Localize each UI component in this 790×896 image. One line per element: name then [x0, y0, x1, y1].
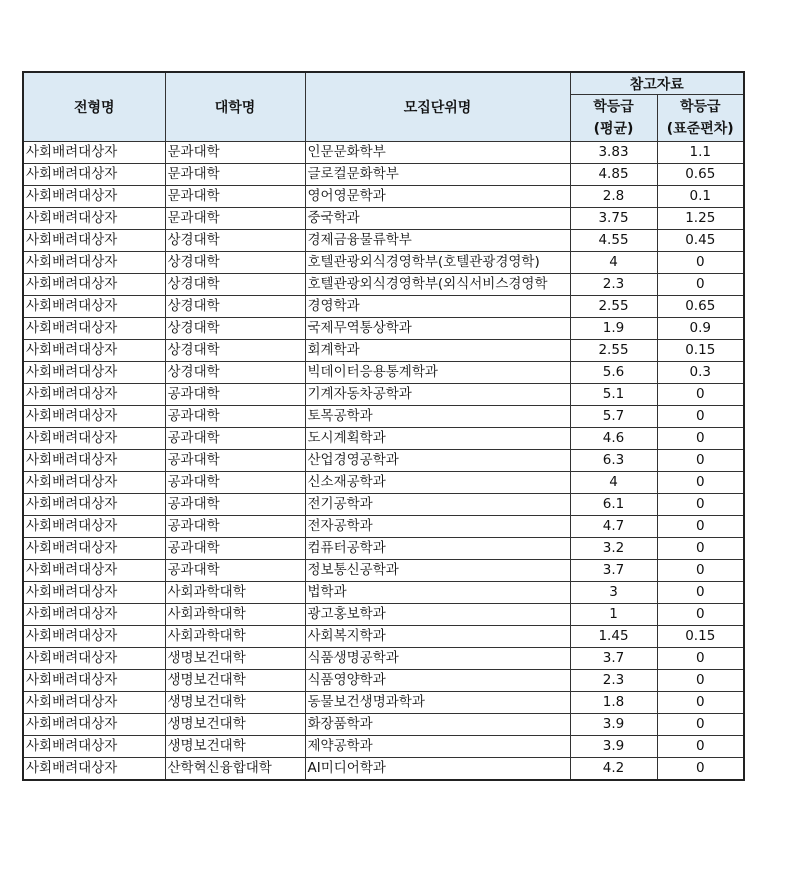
table-row	[23, 736, 744, 758]
cell-college: 문과대학	[165, 208, 305, 230]
table-row	[23, 604, 744, 626]
cell-college: 생명보건대학	[165, 692, 305, 714]
cell-grade-average: 2.3	[570, 274, 657, 296]
table-row	[23, 516, 744, 538]
cell-admission-type: 사회배려대상자	[23, 340, 165, 362]
table-row	[23, 340, 744, 362]
cell-grade-average: 4.6	[570, 428, 657, 450]
cell-grade-stddev: 0	[657, 560, 744, 582]
cell-recruitment-unit: 동물보건생명과학과	[305, 692, 570, 714]
cell-grade-average: 1.9	[570, 318, 657, 340]
cell-admission-type: 사회배려대상자	[23, 406, 165, 428]
table-row	[23, 406, 744, 428]
cell-college: 상경대학	[165, 362, 305, 384]
cell-recruitment-unit: 광고홍보학과	[305, 604, 570, 626]
cell-grade-average: 3.75	[570, 208, 657, 230]
cell-grade-stddev: 0	[657, 714, 744, 736]
cell-recruitment-unit: 사회복지학과	[305, 626, 570, 648]
header-recruitment-unit: 모집단위명	[305, 72, 570, 142]
cell-grade-stddev: 0	[657, 428, 744, 450]
cell-recruitment-unit: 경영학과	[305, 296, 570, 318]
cell-grade-stddev: 0	[657, 516, 744, 538]
cell-grade-average: 4.85	[570, 164, 657, 186]
cell-admission-type: 사회배려대상자	[23, 296, 165, 318]
cell-grade-stddev: 0	[657, 472, 744, 494]
table-row	[23, 296, 744, 318]
table-row	[23, 692, 744, 714]
table-row	[23, 450, 744, 472]
cell-admission-type: 사회배려대상자	[23, 626, 165, 648]
cell-grade-average: 1	[570, 604, 657, 626]
table-row	[23, 164, 744, 186]
cell-recruitment-unit: 전자공학과	[305, 516, 570, 538]
table-row	[23, 560, 744, 582]
cell-recruitment-unit: 전기공학과	[305, 494, 570, 516]
cell-recruitment-unit: 기계자동차공학과	[305, 384, 570, 406]
table-row	[23, 186, 744, 208]
cell-college: 생명보건대학	[165, 714, 305, 736]
cell-grade-average: 3.83	[570, 142, 657, 164]
cell-admission-type: 사회배려대상자	[23, 450, 165, 472]
cell-college: 공과대학	[165, 428, 305, 450]
cell-recruitment-unit: 법학과	[305, 582, 570, 604]
cell-admission-type: 사회배려대상자	[23, 670, 165, 692]
cell-college: 상경대학	[165, 340, 305, 362]
cell-grade-stddev: 0	[657, 692, 744, 714]
cell-grade-average: 3.9	[570, 714, 657, 736]
cell-grade-average: 5.1	[570, 384, 657, 406]
header-college: 대학명	[165, 72, 305, 142]
cell-college: 산학혁신융합대학	[165, 758, 305, 781]
cell-admission-type: 사회배려대상자	[23, 142, 165, 164]
cell-grade-stddev: 0	[657, 494, 744, 516]
header-admission-type: 전형명	[23, 72, 165, 142]
cell-grade-stddev: 0.65	[657, 164, 744, 186]
cell-grade-average: 1.45	[570, 626, 657, 648]
cell-grade-average: 3.7	[570, 560, 657, 582]
header-grade-average-line1: 학등급	[593, 99, 634, 115]
table-row	[23, 648, 744, 670]
table-row	[23, 362, 744, 384]
cell-grade-stddev: 0	[657, 648, 744, 670]
cell-grade-stddev: 0.9	[657, 318, 744, 340]
cell-grade-stddev: 0	[657, 384, 744, 406]
table-row	[23, 714, 744, 736]
table-row	[23, 626, 744, 648]
cell-recruitment-unit: 식품생명공학과	[305, 648, 570, 670]
cell-college: 생명보건대학	[165, 670, 305, 692]
cell-admission-type: 사회배려대상자	[23, 472, 165, 494]
cell-grade-stddev: 0.1	[657, 186, 744, 208]
table-row	[23, 472, 744, 494]
table-row	[23, 758, 744, 781]
cell-grade-stddev: 0.3	[657, 362, 744, 384]
cell-grade-average: 2.55	[570, 296, 657, 318]
cell-admission-type: 사회배려대상자	[23, 252, 165, 274]
header-reference: 참고자료	[570, 72, 744, 95]
table-row	[23, 230, 744, 252]
cell-admission-type: 사회배려대상자	[23, 516, 165, 538]
cell-admission-type: 사회배려대상자	[23, 208, 165, 230]
cell-grade-stddev: 0	[657, 604, 744, 626]
table-row	[23, 208, 744, 230]
cell-recruitment-unit: 글로컬문화학부	[305, 164, 570, 186]
cell-admission-type: 사회배려대상자	[23, 582, 165, 604]
cell-grade-average: 4	[570, 472, 657, 494]
cell-recruitment-unit: 화장품학과	[305, 714, 570, 736]
cell-grade-stddev: 0	[657, 450, 744, 472]
cell-admission-type: 사회배려대상자	[23, 164, 165, 186]
cell-admission-type: 사회배려대상자	[23, 714, 165, 736]
cell-college: 상경대학	[165, 252, 305, 274]
cell-admission-type: 사회배려대상자	[23, 274, 165, 296]
cell-grade-stddev: 1.25	[657, 208, 744, 230]
table-row	[23, 582, 744, 604]
header-grade-stddev-line1: 학등급	[679, 99, 721, 115]
cell-recruitment-unit: AI미디어학과	[305, 758, 570, 781]
cell-grade-average: 2.3	[570, 670, 657, 692]
cell-recruitment-unit: 토목공학과	[305, 406, 570, 428]
cell-college: 생명보건대학	[165, 648, 305, 670]
table-row	[23, 428, 744, 450]
cell-admission-type: 사회배려대상자	[23, 648, 165, 670]
cell-college: 사회과학대학	[165, 626, 305, 648]
cell-grade-average: 2.55	[570, 340, 657, 362]
cell-college: 문과대학	[165, 164, 305, 186]
table-row	[23, 538, 744, 560]
cell-grade-stddev: 0.15	[657, 340, 744, 362]
table-row	[23, 252, 744, 274]
cell-grade-stddev: 0.15	[657, 626, 744, 648]
table-row	[23, 318, 744, 340]
cell-admission-type: 사회배려대상자	[23, 560, 165, 582]
cell-college: 문과대학	[165, 142, 305, 164]
cell-admission-type: 사회배려대상자	[23, 230, 165, 252]
cell-admission-type: 사회배려대상자	[23, 736, 165, 758]
cell-grade-stddev: 0	[657, 406, 744, 428]
table-row	[23, 274, 744, 296]
cell-grade-stddev: 0	[657, 538, 744, 560]
cell-college: 공과대학	[165, 384, 305, 406]
table-body	[23, 142, 744, 781]
cell-grade-stddev: 0	[657, 252, 744, 274]
cell-recruitment-unit: 호텔관광외식경영학부(외식서비스경영학	[305, 274, 570, 296]
admissions-table	[22, 71, 745, 781]
cell-admission-type: 사회배려대상자	[23, 362, 165, 384]
cell-recruitment-unit: 식품영양학과	[305, 670, 570, 692]
cell-recruitment-unit: 회계학과	[305, 340, 570, 362]
cell-college: 사회과학대학	[165, 582, 305, 604]
header-grade-stddev-line2: (표준편차)	[666, 121, 734, 137]
header-grade-average-line2: (평균)	[593, 121, 634, 137]
cell-recruitment-unit: 영어영문학과	[305, 186, 570, 208]
cell-grade-average: 1.8	[570, 692, 657, 714]
table-row	[23, 494, 744, 516]
table-row	[23, 384, 744, 406]
cell-admission-type: 사회배려대상자	[23, 758, 165, 781]
cell-grade-average: 5.6	[570, 362, 657, 384]
cell-admission-type: 사회배려대상자	[23, 692, 165, 714]
cell-college: 공과대학	[165, 450, 305, 472]
cell-admission-type: 사회배려대상자	[23, 538, 165, 560]
cell-college: 공과대학	[165, 472, 305, 494]
cell-recruitment-unit: 신소재공학과	[305, 472, 570, 494]
cell-admission-type: 사회배려대상자	[23, 318, 165, 340]
cell-recruitment-unit: 산업경영공학과	[305, 450, 570, 472]
cell-admission-type: 사회배려대상자	[23, 428, 165, 450]
cell-recruitment-unit: 제약공학과	[305, 736, 570, 758]
cell-college: 상경대학	[165, 230, 305, 252]
cell-admission-type: 사회배려대상자	[23, 186, 165, 208]
cell-grade-stddev: 0.65	[657, 296, 744, 318]
table-header	[23, 72, 744, 142]
cell-recruitment-unit: 중국학과	[305, 208, 570, 230]
cell-grade-average: 3	[570, 582, 657, 604]
cell-college: 상경대학	[165, 318, 305, 340]
cell-college: 상경대학	[165, 274, 305, 296]
cell-grade-stddev: 0	[657, 274, 744, 296]
table-row	[23, 142, 744, 164]
cell-recruitment-unit: 정보통신공학과	[305, 560, 570, 582]
cell-admission-type: 사회배려대상자	[23, 604, 165, 626]
cell-recruitment-unit: 호텔관광외식경영학부(호텔관광경영학)	[305, 252, 570, 274]
cell-admission-type: 사회배려대상자	[23, 384, 165, 406]
cell-admission-type: 사회배려대상자	[23, 494, 165, 516]
cell-grade-stddev: 0	[657, 736, 744, 758]
cell-grade-stddev: 0	[657, 670, 744, 692]
cell-college: 공과대학	[165, 538, 305, 560]
cell-grade-stddev: 0.45	[657, 230, 744, 252]
cell-recruitment-unit: 인문문화학부	[305, 142, 570, 164]
cell-college: 공과대학	[165, 494, 305, 516]
cell-grade-average: 4.55	[570, 230, 657, 252]
cell-college: 생명보건대학	[165, 736, 305, 758]
cell-recruitment-unit: 컴퓨터공학과	[305, 538, 570, 560]
cell-grade-average: 3.9	[570, 736, 657, 758]
cell-college: 사회과학대학	[165, 604, 305, 626]
cell-grade-average: 4	[570, 252, 657, 274]
cell-grade-stddev: 1.1	[657, 142, 744, 164]
cell-grade-average: 4.7	[570, 516, 657, 538]
cell-grade-average: 2.8	[570, 186, 657, 208]
cell-grade-average: 6.3	[570, 450, 657, 472]
cell-recruitment-unit: 경제금융물류학부	[305, 230, 570, 252]
cell-grade-stddev: 0	[657, 758, 744, 781]
cell-recruitment-unit: 도시계획학과	[305, 428, 570, 450]
cell-grade-average: 4.2	[570, 758, 657, 781]
cell-college: 공과대학	[165, 406, 305, 428]
cell-grade-average: 3.2	[570, 538, 657, 560]
cell-college: 공과대학	[165, 516, 305, 538]
cell-college: 상경대학	[165, 296, 305, 318]
cell-grade-average: 3.7	[570, 648, 657, 670]
cell-recruitment-unit: 빅데이터응용통계학과	[305, 362, 570, 384]
cell-grade-average: 6.1	[570, 494, 657, 516]
cell-college: 공과대학	[165, 560, 305, 582]
cell-grade-average: 5.7	[570, 406, 657, 428]
cell-college: 문과대학	[165, 186, 305, 208]
cell-recruitment-unit: 국제무역통상학과	[305, 318, 570, 340]
header-grade-stddev	[657, 95, 744, 142]
cell-grade-stddev: 0	[657, 582, 744, 604]
table-row	[23, 670, 744, 692]
header-grade-average	[570, 95, 657, 142]
